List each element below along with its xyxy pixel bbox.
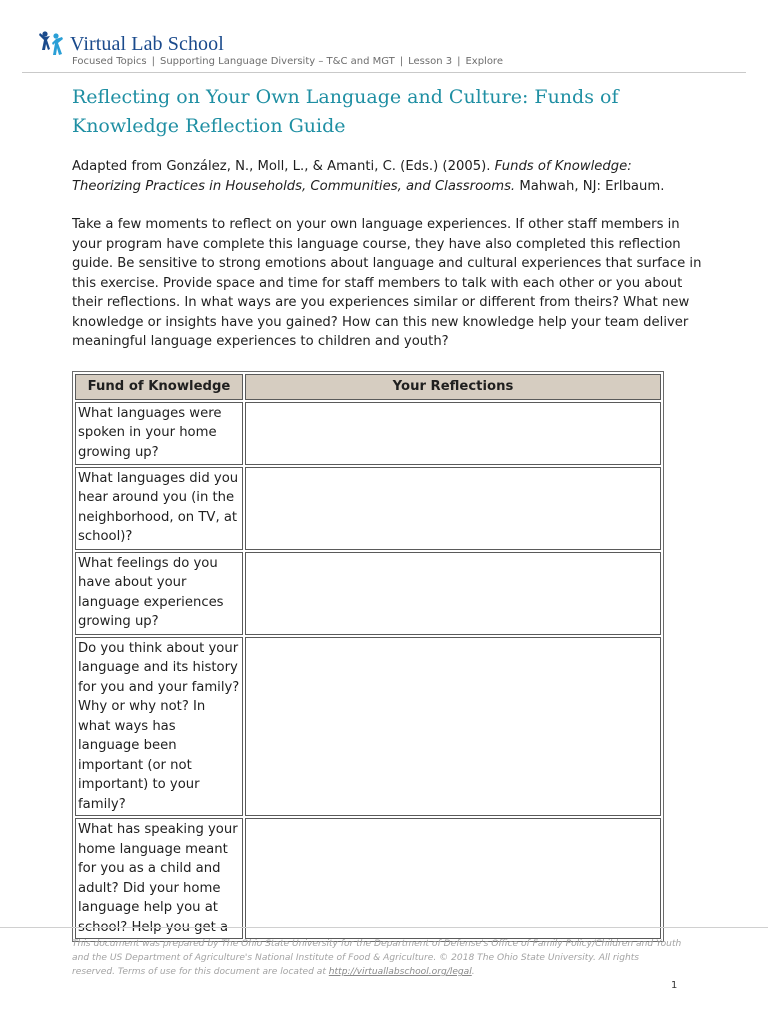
reflection-cell[interactable]	[245, 402, 661, 465]
breadcrumb: Focused Topics | Supporting Language Diversity – T&C and MGT | Lesson 3 | Explore	[72, 56, 503, 67]
legal-text: This document was prepared by The Ohio State University for the Department of Defense's Office of Family Policy/Children and Youth and the US Department of Agriculture's National Institute of Food & Agriculture. © 2018 The Ohio State University. All rights reserved. Terms of use for this document are located at	[72, 939, 682, 977]
reflection-table	[72, 371, 664, 942]
citation-authors: Adapted from González, N., Moll, L., & Amanti, C. (Eds.) (2005).	[72, 159, 495, 174]
header-divider	[22, 72, 746, 73]
table-row	[75, 467, 661, 550]
brand-name: Virtual Lab School	[70, 33, 224, 55]
citation-publisher: Mahwah, NJ: Erlbaum.	[515, 178, 665, 194]
citation	[72, 157, 697, 196]
breadcrumb-item[interactable]: Supporting Language Diversity – T&C and MGT	[159, 56, 395, 67]
table-header-row	[75, 374, 661, 400]
table-row	[75, 637, 661, 817]
reflection-cell[interactable]	[245, 637, 661, 817]
question-cell: What feelings do you have about your language experiences growing up?	[75, 552, 243, 635]
breadcrumb-item[interactable]: Lesson 3	[408, 56, 453, 67]
intro-paragraph: Take a few moments to reflect on your own language experiences. If other staff members in your program have complete this language course, they have also completed this reflection guide. Be sensitive to strong emotions about language and cultural experiences that surface in this exercise. Provide space and time for staff members to talk with each other or you about their reflections. In what ways are you experiences similar or different from theirs? What new knowledge or insights have you gained? How can this new knowledge help your team deliver meaningful language experiences to children and youth?	[72, 217, 702, 349]
question-cell: What languages were spoken in your home growing up?	[75, 402, 243, 465]
reflection-cell[interactable]	[245, 467, 661, 550]
virtual-lab-school-logo-icon	[36, 28, 66, 58]
page-title-line-1: Reflecting on Your Own Language and Culture: Funds of	[72, 86, 619, 108]
legal-end: .	[471, 967, 475, 977]
breadcrumb-item[interactable]: Explore	[465, 56, 503, 67]
question-cell: What has speaking your home language meant for you as a child and adult? Did your home language help you at school? Help you get a	[75, 818, 243, 939]
page-number: 1	[671, 980, 678, 991]
reflection-cell[interactable]	[245, 552, 661, 635]
column-header-your-reflections: Your Reflections	[245, 374, 661, 400]
legal-link[interactable]: http://virtuallabschool.org/legal	[328, 967, 472, 977]
reflection-cell[interactable]	[245, 818, 661, 939]
table-row	[75, 402, 661, 465]
legal-notice	[72, 937, 684, 979]
question-cell: What languages did you hear around you (in the neighborhood, on TV, at school)?	[75, 467, 243, 550]
column-header-fund-of-knowledge: Fund of Knowledge	[75, 374, 243, 400]
page-title	[72, 83, 692, 141]
citation-book-title: Funds of Knowledge: Theorizing Practices in Households, Communities, and Classrooms.	[72, 159, 632, 194]
page-title-line-2: Knowledge Reflection Guide	[72, 115, 346, 137]
table-row	[75, 552, 661, 635]
table-row	[75, 818, 661, 939]
footer-divider	[0, 927, 768, 928]
question-cell: Do you think about your language and its history for you and your family? Why or why not? In what ways has language been important (or not important) to your family?	[75, 637, 243, 817]
breadcrumb-item[interactable]: Focused Topics	[72, 56, 147, 67]
